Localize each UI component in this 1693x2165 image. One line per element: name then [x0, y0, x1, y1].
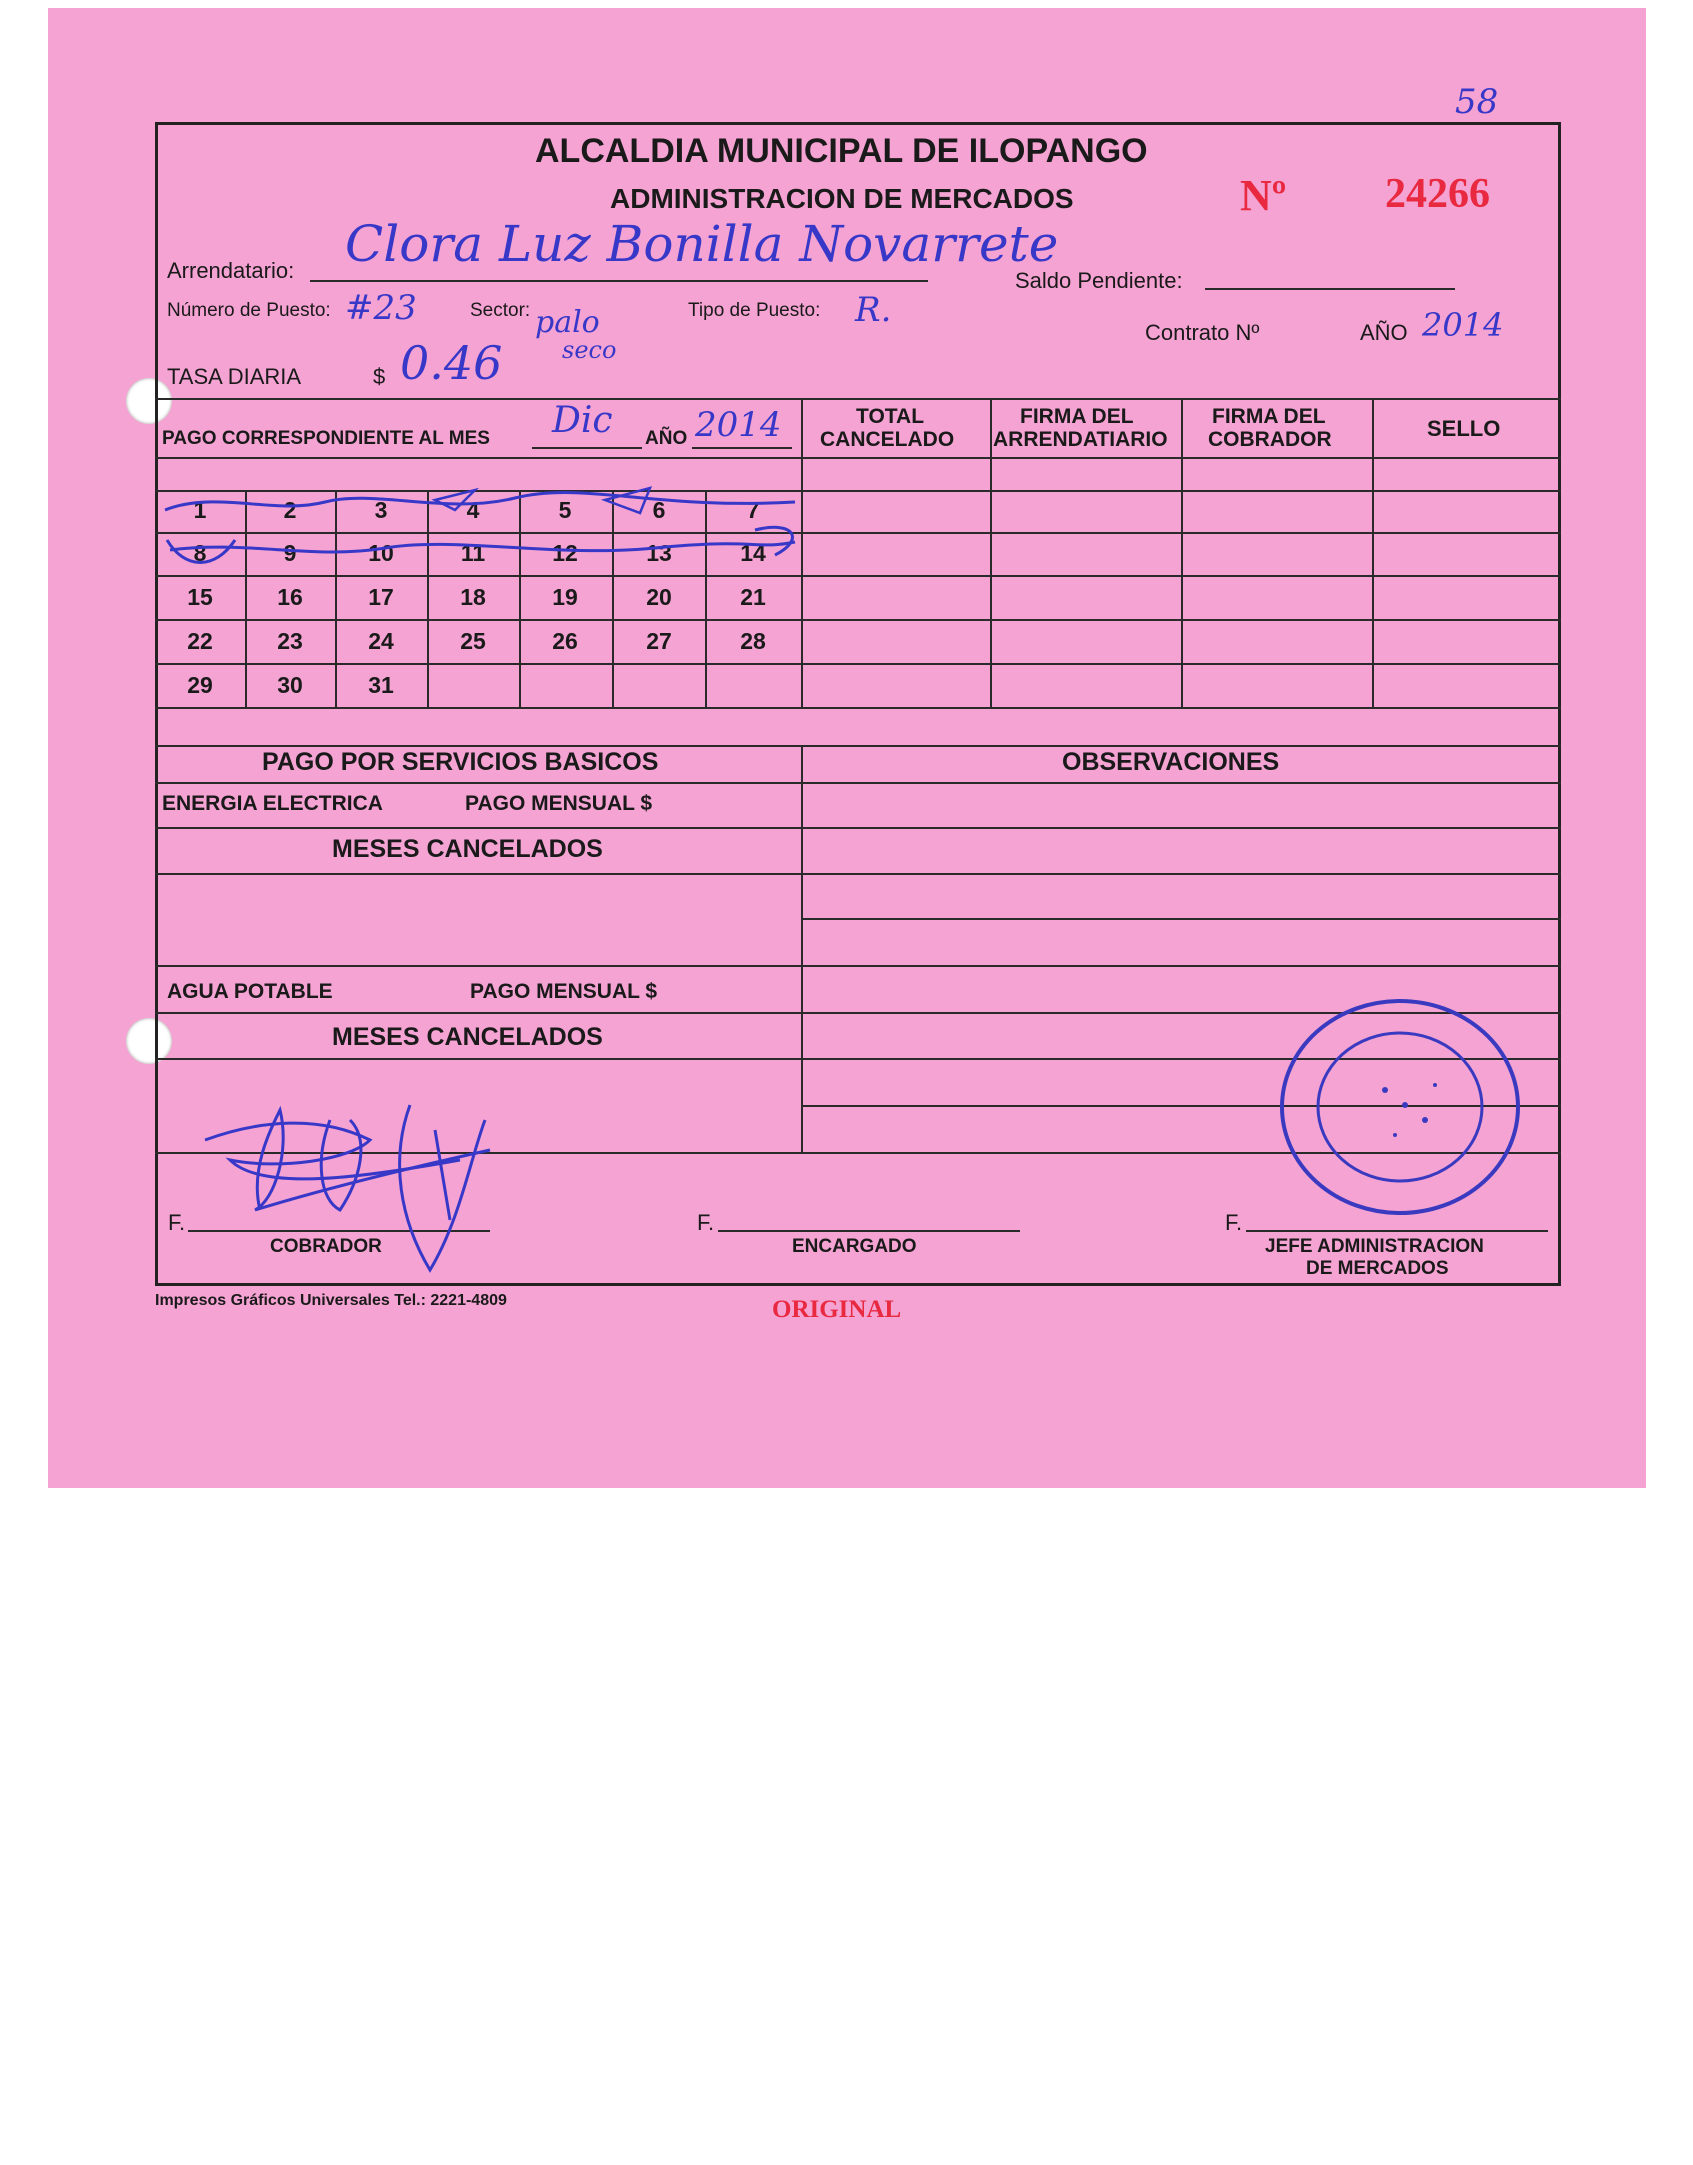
divider: [155, 707, 1561, 709]
tipo-label: Tipo de Puesto:: [688, 300, 821, 321]
day-cell: 23: [277, 628, 303, 654]
energia-pago-label: PAGO MENSUAL $: [465, 792, 653, 815]
arrendatario-line: [310, 280, 928, 282]
day-cell: 11: [460, 540, 486, 566]
day-cell: 17: [368, 584, 394, 610]
mes-line: [532, 447, 642, 449]
divider: [155, 663, 1561, 665]
copy-label: ORIGINAL: [772, 1296, 902, 1323]
receipt-number: 24266: [1385, 171, 1490, 217]
day-cell: 19: [552, 584, 578, 610]
col-firma-cobrador: COBRADOR: [1208, 428, 1332, 451]
divider: [155, 965, 1561, 967]
sector-value: seco: [562, 336, 617, 364]
divider: [801, 745, 803, 1153]
firma-jefe-prefix: F.: [1225, 1210, 1243, 1235]
day-crossout-marks: [155, 480, 815, 580]
printer-credit: Impresos Gráficos Universales Tel.: 2221-4809: [155, 1292, 507, 1309]
col-sello: SELLO: [1427, 416, 1501, 441]
col-firma-arrendatario: FIRMA DEL: [1020, 405, 1134, 428]
contrato-label: Contrato Nº: [1145, 320, 1260, 345]
firma-jefe-label: JEFE ADMINISTRACION: [1265, 1236, 1484, 1257]
arrendatario-label: Arrendatario:: [167, 258, 295, 283]
receipt-number-label: Nº: [1240, 171, 1287, 220]
day-cell: 4: [466, 497, 480, 523]
day-cell: 13: [646, 540, 672, 566]
divider: [155, 398, 1561, 400]
day-cell: 3: [374, 497, 388, 523]
anio-label: AÑO: [1360, 320, 1408, 345]
page-subtitle: ADMINISTRACION DE MERCADOS: [610, 183, 1074, 214]
puesto-value: #23: [345, 288, 417, 328]
divider: [1372, 398, 1374, 708]
arrendatario-value: Clora Luz Bonilla Novarrete: [345, 215, 1059, 273]
day-cell: 24: [368, 628, 394, 654]
divider: [1181, 398, 1183, 708]
department-stamp: [1275, 995, 1525, 1220]
firma-encargado-line: [718, 1230, 1020, 1232]
day-cell: 25: [460, 628, 486, 654]
firma-encargado-label: ENCARGADO: [792, 1236, 917, 1257]
day-cell: 28: [740, 628, 766, 654]
day-cell: 29: [187, 672, 213, 698]
day-cell: 8: [193, 540, 207, 566]
day-cell: 1: [193, 497, 207, 523]
table-anio-label: AÑO: [645, 428, 688, 449]
puesto-label: Número de Puesto:: [167, 300, 331, 321]
firma-encargado-prefix: F.: [697, 1210, 715, 1235]
day-cell: 30: [277, 672, 303, 698]
agua-pago-label: PAGO MENSUAL $: [470, 980, 658, 1003]
day-cell: 2: [283, 497, 297, 523]
day-cell: 6: [652, 497, 666, 523]
tasa-value: 0.46: [400, 336, 503, 390]
divider: [801, 918, 1561, 920]
saldo-line: [1205, 288, 1455, 290]
services-title: PAGO POR SERVICIOS BASICOS: [262, 748, 659, 776]
saldo-label: Saldo Pendiente:: [1015, 268, 1183, 293]
day-cell: 27: [646, 628, 672, 654]
firma-jefe-line: [1246, 1230, 1548, 1232]
agua-label: AGUA POTABLE: [167, 980, 333, 1003]
firma-cobrador-label: COBRADOR: [270, 1236, 382, 1257]
mes-value: Dic: [552, 400, 613, 441]
day-cell: 10: [368, 540, 394, 566]
day-cell: 16: [277, 584, 303, 610]
divider: [155, 873, 1561, 875]
divider: [155, 827, 1561, 829]
energia-meses-label: MESES CANCELADOS: [332, 835, 603, 863]
anio-value: 2014: [1422, 306, 1504, 344]
page-title: ALCALDIA MUNICIPAL DE ILOPANGO: [535, 132, 1148, 170]
day-cell: 31: [368, 672, 394, 698]
day-cell: 22: [187, 628, 213, 654]
divider: [155, 745, 1561, 747]
col-firma-cobrador: FIRMA DEL: [1212, 405, 1326, 428]
sector-value: palo: [535, 305, 600, 340]
col-firma-arrendatario: ARRENDATIARIO: [993, 428, 1168, 451]
divider: [155, 457, 1561, 459]
observaciones-title: OBSERVACIONES: [1062, 748, 1280, 776]
day-cell: 20: [646, 584, 672, 610]
day-cell: 21: [740, 584, 766, 610]
agua-meses-label: MESES CANCELADOS: [332, 1023, 603, 1051]
day-cell: 18: [460, 584, 486, 610]
divider: [155, 782, 1561, 784]
energia-label: ENERGIA ELECTRICA: [162, 792, 383, 815]
cobrador-signature: [200, 1100, 500, 1280]
day-cell: 5: [558, 497, 572, 523]
pago-mes-label: PAGO CORRESPONDIENTE AL MES: [162, 428, 490, 449]
firma-cobrador-prefix: F.: [168, 1210, 186, 1235]
col-total: CANCELADO: [820, 428, 955, 451]
divider: [155, 619, 1561, 621]
firma-jefe-label: DE MERCADOS: [1306, 1258, 1449, 1279]
day-cell: 14: [740, 540, 766, 566]
tasa-currency: $: [373, 364, 386, 389]
page-mark: 58: [1455, 82, 1499, 122]
table-anio-line: [692, 447, 792, 449]
day-cell: 26: [552, 628, 578, 654]
col-total: TOTAL: [856, 405, 925, 428]
divider: [990, 398, 992, 708]
sector-label: Sector:: [470, 300, 531, 321]
table-anio-value: 2014: [695, 405, 782, 445]
day-cell: 15: [187, 584, 213, 610]
day-cell: 9: [283, 540, 297, 566]
day-cell: 7: [746, 497, 760, 523]
tasa-label: TASA DIARIA: [167, 364, 302, 389]
day-cell: 12: [552, 540, 578, 566]
tipo-value: R.: [855, 290, 892, 330]
